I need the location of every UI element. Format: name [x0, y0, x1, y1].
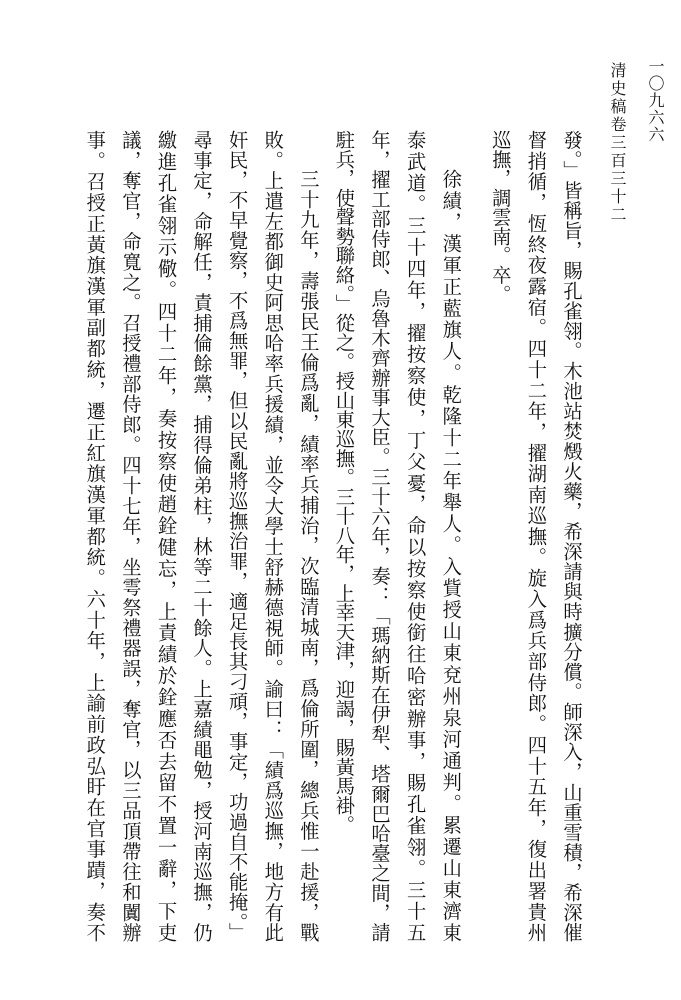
text-column: 三十九年，壽張民王倫爲亂，績率兵捕治，次臨清城南，爲倫所圍，總兵惟一赴援，戰: [296, 169, 320, 942]
biography-heading: 徐績，漢軍正藍旗人。乾隆十二年舉人。入貲授山東兗州泉河通判。累遷山東濟東: [439, 169, 463, 942]
paragraph-gap: [468, 130, 482, 942]
text-column: 事。召授正黃旗漢軍副都統，遷正紅旗漢軍都統。六十年，上諭前政弘盱在官事蹟，奏不: [83, 130, 107, 942]
running-head: 清史稿卷三百三十二: [608, 62, 627, 224]
text-column: 奸民，不早覺察，不爲無罪，但以民亂將巡撫治罪，適足長其刁頑，事定，功過自不能掩。」: [225, 130, 249, 942]
text-column: 議，奪官，命寬之。召授禮部侍郎。四十七年，坐雩祭禮器誤，奪官，以三品頂帶往和闐辦: [118, 130, 142, 942]
text-column: 泰武道。三十四年，擢按察使，丁父憂，命以按察使銜往哈密辦事，賜孔雀翎。三十五: [403, 130, 427, 942]
text-column: 敗。上遣左都御史阿思哈率兵援績，並令大學士舒赫德視師。諭曰：「績爲巡撫，地方有此: [261, 130, 285, 942]
text-column: 巡撫，調雲南。卒。: [488, 130, 512, 304]
body-text: [69, 130, 589, 942]
page-number: 一〇九六六: [646, 58, 665, 143]
text-column: 發。」皆稱旨，賜孔雀翎。木池站焚燬火藥，希深請與時擴分償。師深入，山重雪積，希深催: [560, 130, 583, 942]
text-column: 督捎循，恆終夜露宿。四十二年，擢湖南巡撫。旋入爲兵部侍郎。四十五年，復出署貴州: [524, 130, 548, 942]
text-column: 年，擢工部侍郎、烏魯木齊辦事大臣。三十六年，奏：「瑪納斯在伊犁、塔爾巴哈臺之間，請: [368, 130, 392, 942]
text-column: 駐兵，使聲勢聯絡。」從之。授山東巡撫。三十八年，上幸天津，迎謁，賜黃馬褂。: [332, 130, 356, 835]
text-column: 繳進孔雀翎示儆。四十二年，奏按察使趙銓健忘，上責績於銓應否去留不置一辭，下吏: [154, 130, 178, 942]
text-column: 尋事定，命解任，責捕倫餘黨，捕得倫弟柱，林等二十餘人。上嘉績黽勉，授河南巡撫，仍: [190, 130, 214, 942]
